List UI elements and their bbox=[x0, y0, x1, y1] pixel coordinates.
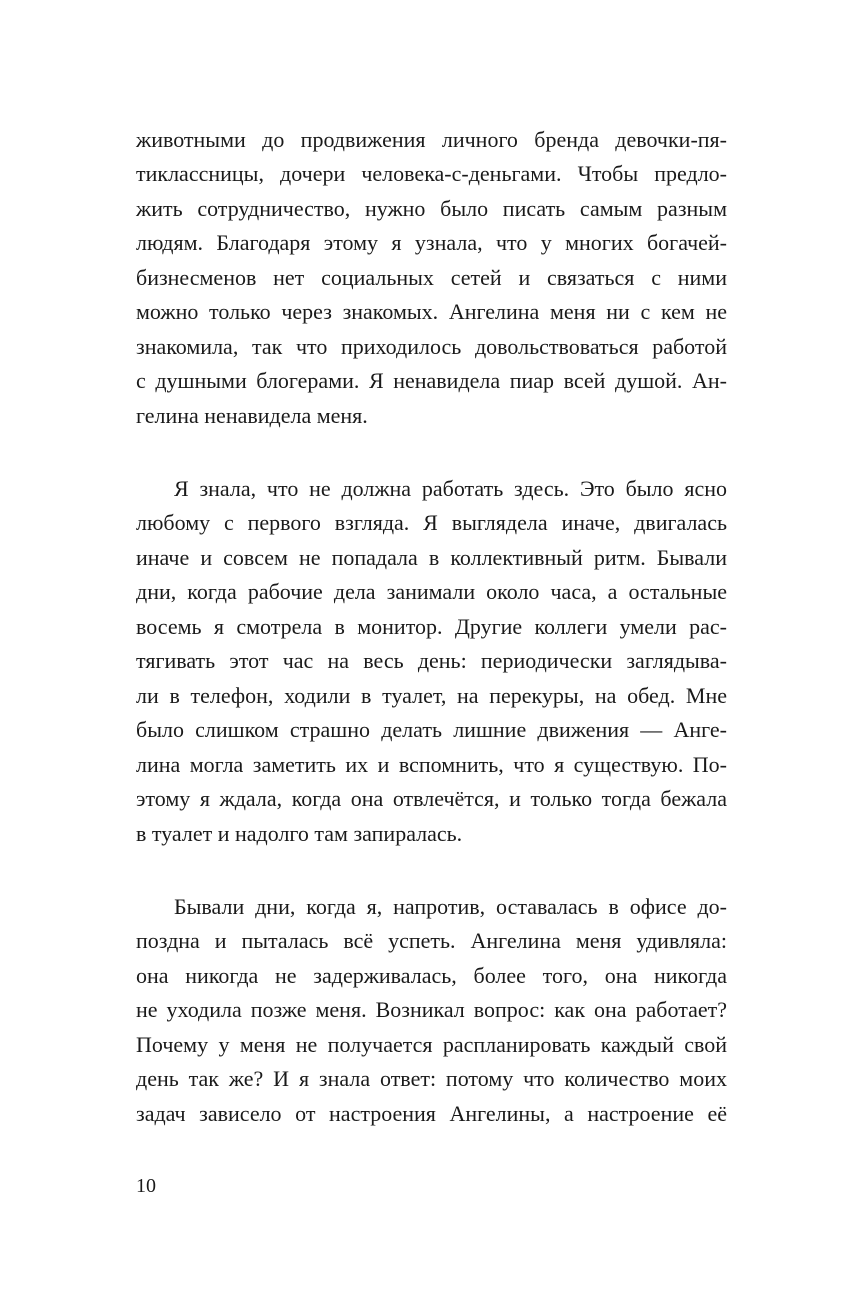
text-line: бизнесменов нет социальных сетей и связаться с ними bbox=[136, 265, 727, 290]
text-line: жить сотрудничество, нужно было писать самым разным bbox=[136, 196, 727, 221]
text-line: этому я ждала, когда она отвлечётся, и только тогда бежала bbox=[136, 786, 727, 811]
text-line: не уходила позже меня. Возникал вопрос: как она работает? bbox=[136, 997, 727, 1022]
text-line: поздна и пыталась всё успеть. Ангелина меня удивляла: bbox=[136, 928, 727, 953]
text-line: с душными блогерами. Я ненавидела пиар всей душой. Ан- bbox=[136, 368, 727, 393]
text-line: тягивать этот час на весь день: периодически заглядыва- bbox=[136, 648, 727, 673]
text-line: было слишком страшно делать лишние движения — Анге- bbox=[136, 717, 727, 742]
text-line: иначе и совсем не попадала в коллективный ритм. Бывали bbox=[136, 545, 727, 570]
page-number: 10 bbox=[136, 1175, 156, 1197]
text-line: задач зависело от настроения Ангелины, а настроение её bbox=[136, 1101, 727, 1126]
text-line: знакомила, так что приходилось довольствоваться работой bbox=[136, 334, 727, 359]
text-line: тиклассницы, дочери человека-с-деньгами. Чтобы предло- bbox=[136, 161, 727, 186]
text-line: любому с первого взгляда. Я выглядела иначе, двигалась bbox=[136, 510, 727, 535]
text-line: лина могла заметить их и вспомнить, что я существую. По- bbox=[136, 752, 727, 777]
text-line: она никогда не задерживалась, более того, она никогда bbox=[136, 963, 727, 988]
text-line: можно только через знакомых. Ангелина меня ни с кем не bbox=[136, 299, 727, 324]
text-line: гелина ненавидела меня. bbox=[136, 403, 368, 428]
text-line: людям. Благодаря этому я узнала, что у многих богачей- bbox=[136, 230, 727, 255]
text-line: восемь я смотрела в монитор. Другие коллеги умели рас- bbox=[136, 614, 727, 639]
text-line: день так же? И я знала ответ: потому что количество моих bbox=[136, 1066, 727, 1091]
text-line: животными до продвижения личного бренда девочки-пя- bbox=[136, 127, 727, 152]
text-line: дни, когда рабочие дела занимали около часа, а остальные bbox=[136, 579, 727, 604]
text-line: Бывали дни, когда я, напротив, оставалась в офисе до- bbox=[174, 894, 727, 919]
text-line: Почему у меня не получается распланировать каждый свой bbox=[136, 1032, 727, 1057]
text-line: ли в телефон, ходили в туалет, на перекуры, на обед. Мне bbox=[136, 683, 727, 708]
text-line: в туалет и надолго там запиралась. bbox=[136, 821, 463, 846]
text-line: Я знала, что не должна работать здесь. Это было ясно bbox=[174, 476, 727, 501]
